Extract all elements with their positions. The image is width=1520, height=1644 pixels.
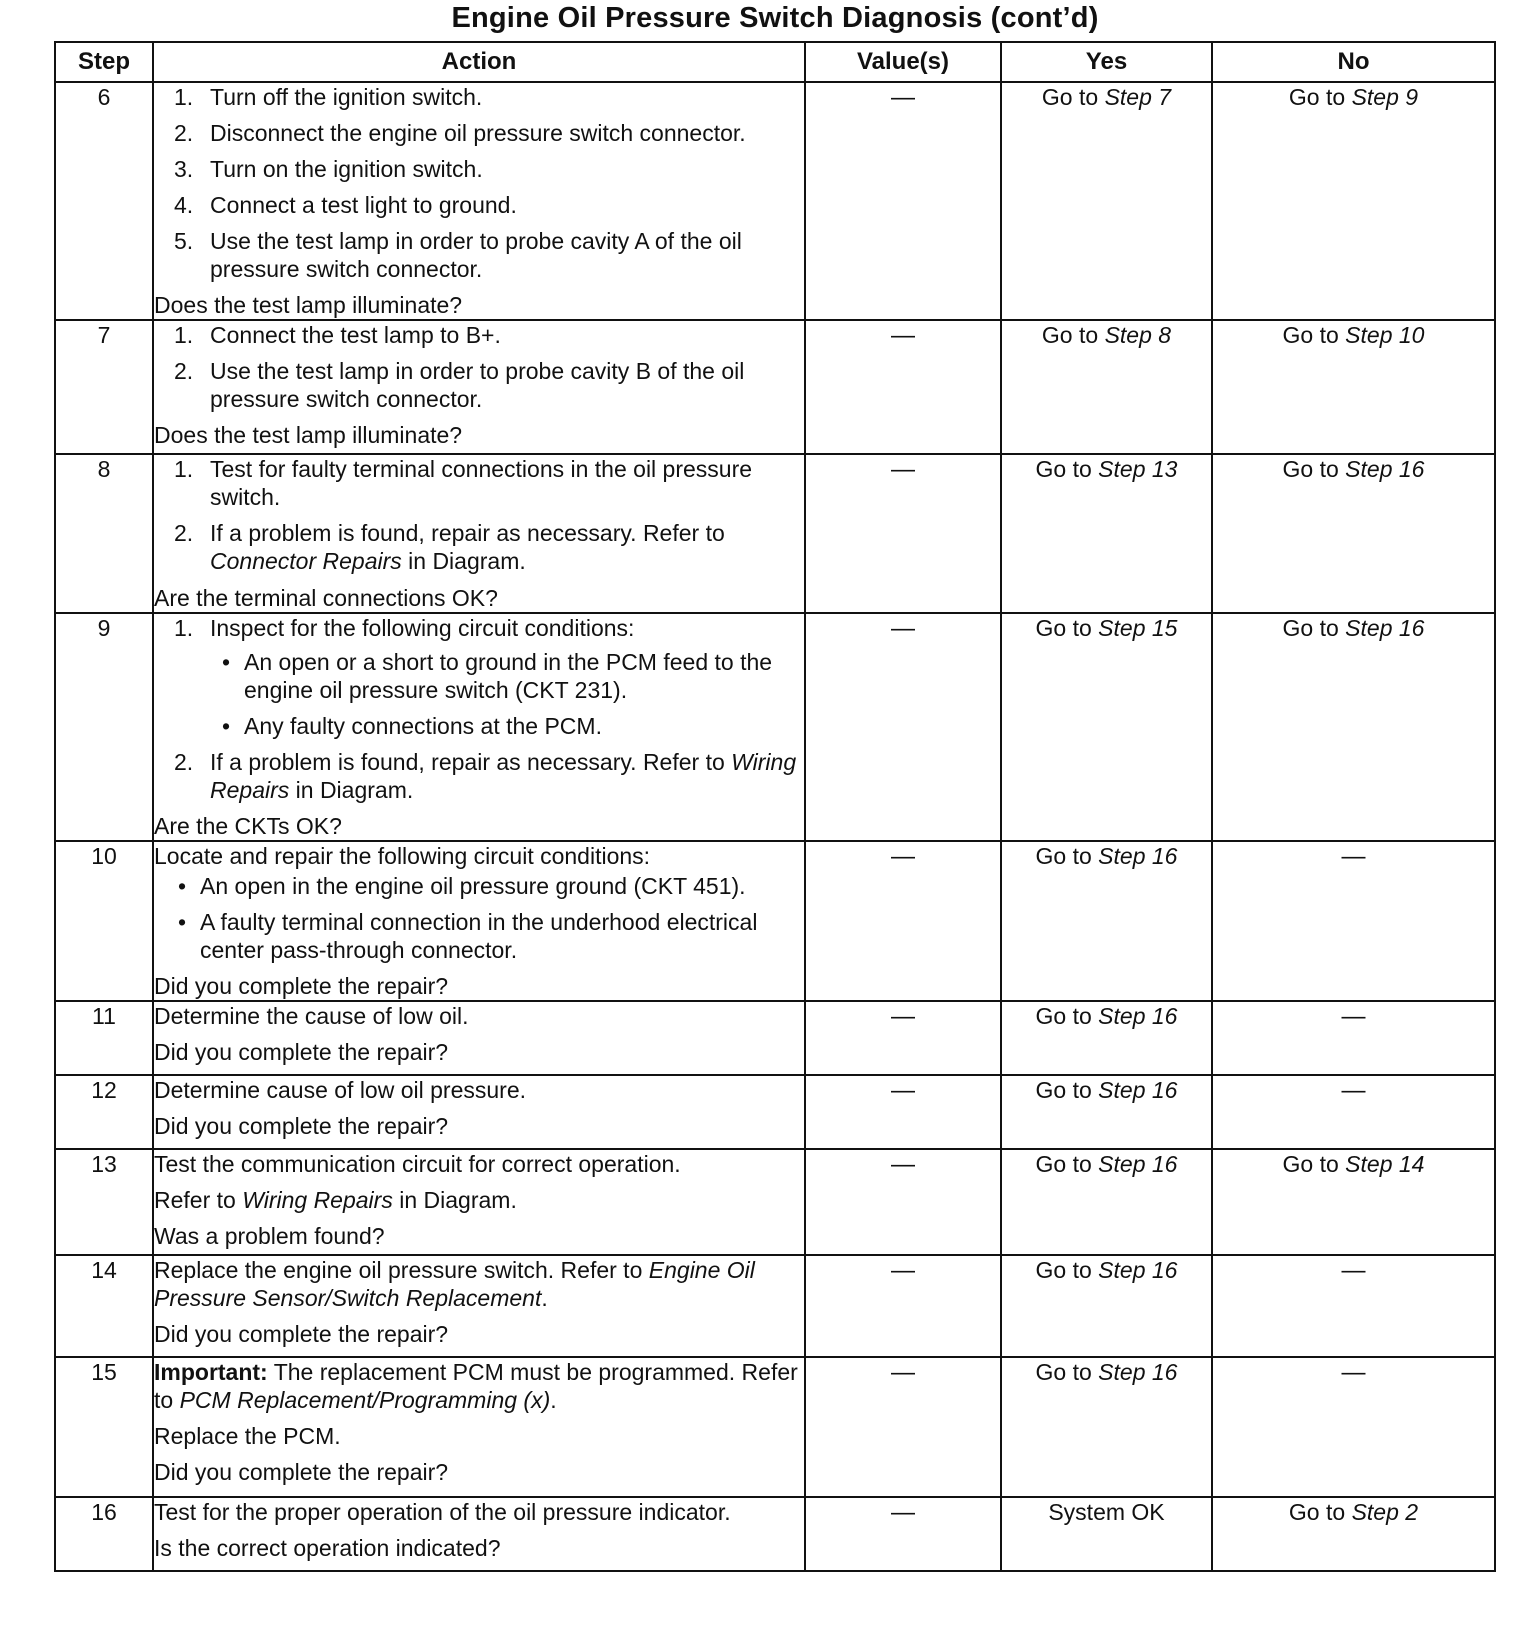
question-text: Did you complete the repair?: [154, 1113, 449, 1140]
question-text: Does the test lamp illuminate?: [154, 292, 463, 319]
value-cell: —: [805, 82, 1001, 320]
list-item: 2. Disconnect the engine oil pressure switch connector.: [174, 120, 746, 147]
action-cell: [153, 1001, 805, 1075]
question-text: Did you complete the repair?: [154, 1039, 449, 1066]
header-action: Action: [153, 42, 805, 82]
value-cell: —: [805, 1001, 1001, 1075]
table-row: [55, 1255, 1495, 1357]
yes-cell: Go to Step 7: [1001, 82, 1212, 320]
list-item: 1. Test for faulty terminal connections in the oil pressure switch.: [174, 456, 753, 511]
action-cell: [153, 1497, 805, 1571]
action-cell: [153, 454, 805, 612]
value-cell: —: [805, 841, 1001, 1001]
no-cell: Go to Step 16: [1212, 454, 1495, 612]
bullet-item: • An open in the engine oil pressure ground (CKT 451).: [154, 872, 804, 900]
action-text: Test for the proper operation of the oil pressure indicator.: [154, 1499, 731, 1526]
step-number: 9: [55, 613, 153, 841]
value-cell: —: [805, 320, 1001, 454]
intro-text: Locate and repair the following circuit conditions:: [154, 842, 651, 869]
action-cell: [153, 82, 805, 320]
value-cell: —: [805, 1357, 1001, 1497]
no-cell: Go to Step 10: [1212, 320, 1495, 454]
no-cell: Go to Step 9: [1212, 82, 1495, 320]
step-number: 6: [55, 82, 153, 320]
question-text: Are the CKTs OK?: [154, 812, 342, 839]
action-cell: [153, 1149, 805, 1255]
action-text: Determine the cause of low oil.: [154, 1003, 469, 1030]
header-step: Step: [55, 42, 153, 82]
step-number: 14: [55, 1255, 153, 1357]
action-text: Replace the engine oil pressure switch. Refer to Engine Oil Pressure Sensor/Switch Replacement.: [154, 1257, 755, 1312]
header-no: No: [1212, 42, 1495, 82]
table-row: [55, 1075, 1495, 1149]
question-text: Was a problem found?: [154, 1223, 385, 1250]
yes-cell: Go to Step 16: [1001, 1149, 1212, 1255]
yes-cell: Go to Step 16: [1001, 1255, 1212, 1357]
no-cell: Go to Step 14: [1212, 1149, 1495, 1255]
value-cell: —: [805, 1149, 1001, 1255]
action-cell: [153, 1357, 805, 1497]
value-cell: —: [805, 1497, 1001, 1571]
step-number: 12: [55, 1075, 153, 1149]
table-row: [55, 841, 1495, 1001]
reference-text: Refer to Wiring Repairs in Diagram.: [154, 1187, 517, 1214]
value-cell: —: [805, 454, 1001, 612]
page-title: Engine Oil Pressure Switch Diagnosis (cont’d): [451, 2, 1099, 34]
question-text: Did you complete the repair?: [154, 973, 449, 1000]
table-row: [55, 1357, 1495, 1497]
no-cell: —: [1212, 1001, 1495, 1075]
diagnosis-table: [54, 41, 1496, 1572]
table-row: [55, 454, 1495, 612]
question-text: Did you complete the repair?: [154, 1321, 449, 1348]
action-cell: [153, 1075, 805, 1149]
value-cell: —: [805, 1075, 1001, 1149]
header-row: [55, 42, 1495, 82]
table-row: [55, 1497, 1495, 1571]
bullet-item: • Any faulty connections at the PCM.: [210, 712, 804, 740]
value-cell: —: [805, 613, 1001, 841]
table-row: [55, 82, 1495, 320]
list-item: 2. If a problem is found, repair as necessary. Refer to Wiring Repairs in Diagram.: [174, 748, 797, 803]
header-yes: Yes: [1001, 42, 1212, 82]
question-text: Does the test lamp illuminate?: [154, 422, 463, 449]
list-item: 1. Turn off the ignition switch.: [174, 84, 483, 110]
table-row: [55, 1001, 1495, 1075]
action-text: Determine cause of low oil pressure.: [154, 1077, 526, 1104]
step-number: 16: [55, 1497, 153, 1571]
list-item: 2. Use the test lamp in order to probe cavity B of the oil pressure switch connector.: [174, 358, 745, 413]
table-row: [55, 613, 1495, 841]
table-row: [55, 320, 1495, 454]
question-text: Are the terminal connections OK?: [154, 584, 498, 611]
yes-cell: Go to Step 16: [1001, 1357, 1212, 1497]
no-cell: —: [1212, 841, 1495, 1001]
no-cell: Go to Step 16: [1212, 613, 1495, 841]
bullet-item: • A faulty terminal connection in the underhood electrical center pass-through connector.: [154, 908, 804, 964]
question-text: Did you complete the repair?: [154, 1459, 449, 1486]
step-number: 10: [55, 841, 153, 1001]
step-number: 7: [55, 320, 153, 454]
yes-cell: Go to Step 13: [1001, 454, 1212, 612]
action-cell: [153, 841, 805, 1001]
no-cell: —: [1212, 1357, 1495, 1497]
header-values: Value(s): [805, 42, 1001, 82]
no-cell: —: [1212, 1255, 1495, 1357]
yes-cell: Go to Step 8: [1001, 320, 1212, 454]
step-number: 8: [55, 454, 153, 612]
list-item: 5. Use the test lamp in order to probe cavity A of the oil pressure switch connector.: [174, 228, 742, 283]
question-text: Is the correct operation indicated?: [154, 1535, 501, 1562]
list-item: 3. Turn on the ignition switch.: [174, 156, 483, 183]
step-number: 13: [55, 1149, 153, 1255]
value-cell: —: [805, 1255, 1001, 1357]
step-number: 11: [55, 1001, 153, 1075]
action-cell: [153, 613, 805, 841]
action-text: Test the communication circuit for correct operation.: [154, 1151, 681, 1178]
bullet-item: • An open or a short to ground in the PCM feed to the engine oil pressure switch (CKT 231).: [210, 648, 804, 704]
no-cell: Go to Step 2: [1212, 1497, 1495, 1571]
list-item: 4. Connect a test light to ground.: [174, 192, 517, 219]
yes-cell: System OK: [1001, 1497, 1212, 1571]
step-number: 15: [55, 1357, 153, 1497]
table-row: [55, 1149, 1495, 1255]
list-item: 2. If a problem is found, repair as necessary. Refer to Connector Repairs in Diagram.: [174, 520, 725, 575]
list-item: 1. Connect the test lamp to B+.: [174, 322, 501, 349]
action-cell: [153, 1255, 805, 1357]
yes-cell: Go to Step 16: [1001, 1075, 1212, 1149]
yes-cell: Go to Step 16: [1001, 841, 1212, 1001]
yes-cell: Go to Step 16: [1001, 1001, 1212, 1075]
important-note: Important: The replacement PCM must be programmed. Refer to PCM Replacement/Programming (x).: [154, 1359, 798, 1414]
list-item: 1. Inspect for the following circuit conditions: • An open or a short to ground in the PCM feed to the engine oil pressure switch (CKT 231). • Any faulty connections at the PCM.: [154, 614, 804, 740]
action-text: Replace the PCM.: [154, 1423, 341, 1450]
no-cell: —: [1212, 1075, 1495, 1149]
yes-cell: Go to Step 15: [1001, 613, 1212, 841]
action-cell: [153, 320, 805, 454]
